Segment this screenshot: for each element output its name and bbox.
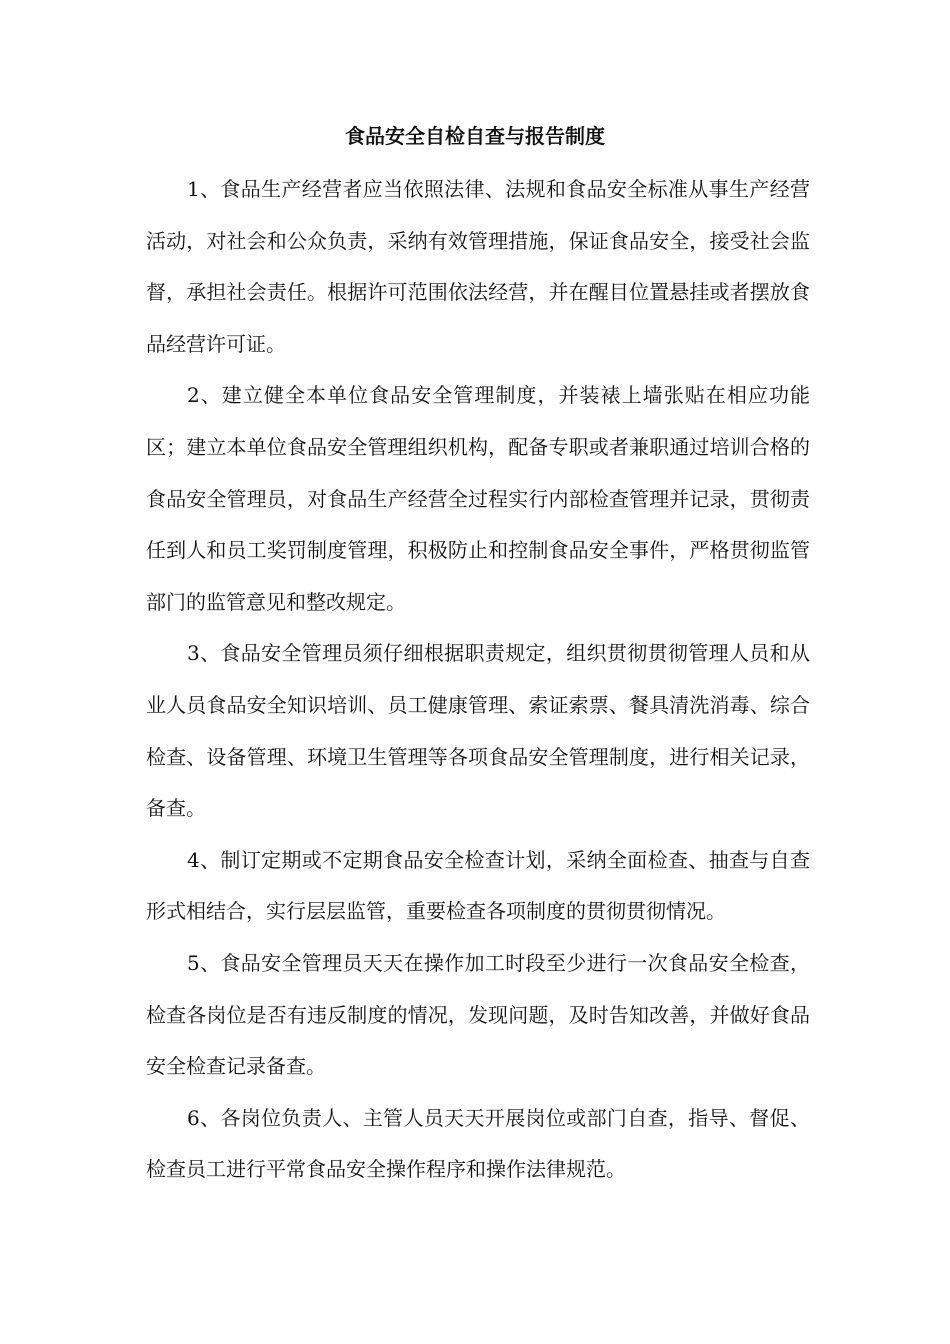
paragraph-6: 6、各岗位负责人、主管人员天天开展岗位或部门自查，指导、督促、检查员工进行平常食品安全操作程序和操作法律规范。 xyxy=(146,1105,810,1182)
paragraph-2: 2、建立健全本单位食品安全管理制度，并装裱上墙张贴在相应功能区；建立本单位食品安全管理组织机构，配备专职或者兼职通过培训合格的食品安全管理员，对食品生产经营全过程实行内部检查管理并记录，贯彻责任到人和员工奖罚制度管理，积极防止和控制食品安全事件，严格贯彻监管部门的监管意见和整改规定。 xyxy=(146,383,810,614)
document-title: 食品安全自检自查与报告制度 xyxy=(345,124,605,148)
paragraph-5: 5、食品安全管理员天天在操作加工时段至少进行一次食品安全检查，检查各岗位是否有违反制度的情况，发现问题，及时告知改善，并做好食品安全检查记录备查。 xyxy=(146,950,810,1079)
paragraph-1: 1、食品生产经营者应当依照法律、法规和食品安全标准从事生产经营活动，对社会和公众负责，采纳有效管理措施，保证食品安全，接受社会监督，承担社会责任。根据许可范围依法经营，并在醒目位置悬挂或者摆放食品经营许可证。 xyxy=(146,177,810,356)
document-body xyxy=(146,164,810,1196)
paragraph-4: 4、制订定期或不定期食品安全检查计划，采纳全面检查、抽查与自查形式相结合，实行层层监管，重要检查各项制度的贯彻贯彻情况。 xyxy=(146,847,810,924)
paragraph-3: 3、食品安全管理员须仔细根据职责规定，组织贯彻贯彻管理人员和从业人员食品安全知识培训、员工健康管理、索证索票、餐具清洗消毒、综合检查、设备管理、环境卫生管理等各项食品安全管理制度，进行相关记录，备查。 xyxy=(146,641,810,821)
